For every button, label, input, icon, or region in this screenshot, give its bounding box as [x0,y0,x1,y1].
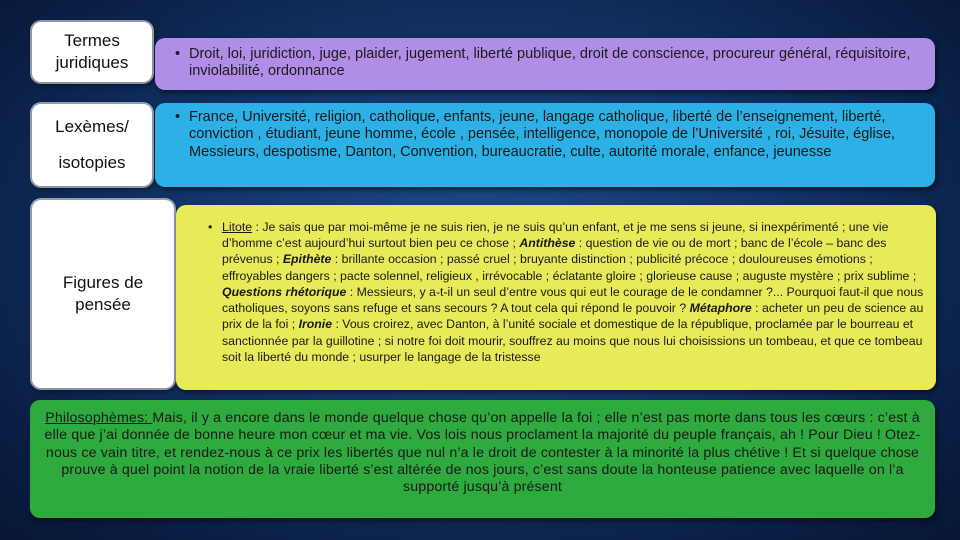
epithete-term: Epithète [282,252,332,267]
label-figures-text: Figures de pensée [62,272,144,314]
ironie-text: : Vous croirez, avec Danton, à l’unité sociale et domestique de la république, proclamée par le bourreau et sanctionnée par la guillotine ; si notre foi doit mourir, souffrez au moins que nous lui choisissions un tombeau, et que ce tombeau soit la liberté du monde ; usurper le langage de la tristesse [222,317,923,364]
figures-content-box [176,205,936,390]
label-lexemes-line2: isotopies [58,153,126,172]
litote-term: Litote [222,220,253,234]
label-termes-juridiques [32,22,152,82]
philosophemes-text: Mais, il y a encore dans le monde quelque chose qu’on appelle la foi ; elle n’est pas morte dans tous les cœurs : c’est à elle que j’ai donnée de bonne heure mon cœur et ma vie. Vos lois nous proclament la majorité du peuple français, ah ! Pour Dieu ! Otez-nous ce vain titre, et rendez-nous à ce prix les libertés que nul n’a le droit de contester à la minorité la plus chétive ! Et si quelque chose prouve à quel point la notion de la vraie liberté s’est altérée de nos jours, c’est sans doute la honteuse patience avec laquelle on l’a supporté jusqu’à présent [44,410,921,496]
questions-rhetorique-term: Questions rhétorique [222,284,347,299]
metaphore-term: Métaphore [689,301,752,316]
antithese-text: : question de vie ou de mort ; banc de l’école – banc des prévenus ; [222,236,887,267]
metaphore-text: : acheter un peu de science au prix de la foi ; [222,301,924,332]
termes-list-item: • Droit, loi, juridiction, juge, plaider, jugement, liberté publique, droit de conscience, procureur général, réquisitoire, inviolabilité, ordonnance [189,46,925,81]
litote-text: : Je sais que par moi-même je ne suis rien, je ne suis qu’un enfant, et je me sens si jeune, si inexpérimenté ; une vie d’homme c’est aujourd’hui surtout bien peu ce chose ; [222,220,889,251]
epithete-text: : brillante occasion ; passé cruel ; bruyante distinction ; publicité précoce ; douloureuses émotions ; effroyables dangers ; pacte solennel, religieux , irrévocable ; éclatante gloire ; glorieuse cause ; auguste mystère ; prix sublime ; [222,252,917,283]
philosophemes-term: Philosophèmes: [45,410,153,426]
label-lexemes-isotopies [32,104,152,186]
label-figures-de-pensee [32,200,174,388]
philosophemes-content-box [30,400,935,518]
lexemes-content-box [155,103,935,187]
questions-rhetorique-text: : Messieurs, y a-t-il un seul d’entre vous qui eut le courage de le condamner ?... Pourquoi faut-il que nous catholiques, soyons sans refuge et sans secours ? A tout cela qui répond le pouvoir ? [222,284,924,316]
ironie-term: Ironie [298,317,333,332]
antithese-term: Antithèse [519,236,576,251]
figures-list-item [222,219,924,365]
philosophemes-paragraph [30,400,935,497]
label-lexemes-line1: Lexèmes/ [55,116,129,136]
label-termes-text: Termes juridiques [55,30,129,72]
lexemes-list-item: • France, Université, religion, catholique, enfants, jeune, langage catholique, liberté de l’enseignement, liberté, conviction , étudiant, jeune homme, école , pensée, intelligence, monopole de l’Université , roi, Jésuite, église, Messieurs, despotisme, Danton, Convention, bureaucratie, culte, autorité morale, enfance, jeunesse [189,109,925,161]
termes-content-box [155,38,935,90]
